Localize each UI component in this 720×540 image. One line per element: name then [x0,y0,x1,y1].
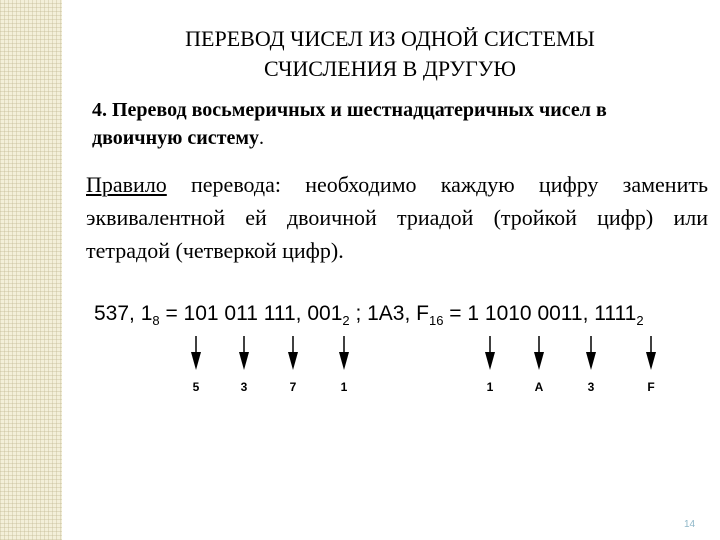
title-line-1: ПЕРЕВОД ЧИСЕЛ ИЗ ОДНОЙ СИСТЕМЫ [185,26,595,51]
subtitle-period: . [259,127,264,149]
digit-label: A [534,380,544,394]
arrow-down-icon [338,336,350,372]
rule-text: перевода: необходимо каждую цифру заменить эквивалентной ей двоичной триадой (тройкой цифр) или тетрадой (четверкой цифр). [86,172,708,263]
arrow-down-icon [287,336,299,372]
rule-paragraph [86,168,708,267]
arrow-down-icon [238,336,250,372]
formula-part-4: = 1 1010 0011, 1111 [443,302,637,325]
decorative-side-strip [0,0,62,540]
arrow-down-icon [484,336,496,372]
digit-label: 3 [240,380,248,394]
formula-base-2b: 2 [636,313,644,328]
digit-label: 1 [486,380,494,394]
formula-part-2: = 101 011 111, 001 [159,302,343,325]
formula-base-8: 8 [152,313,160,328]
formula-base-16: 16 [428,313,444,328]
arrow-down-icon [533,336,545,372]
arrow-down-icon [190,336,202,372]
formula-part-1: 537, 1 [94,302,153,325]
rule-keyword: Правило [86,172,167,197]
formula-base-2a: 2 [342,313,350,328]
arrow-down-icon [645,336,657,372]
digit-label: 5 [192,380,200,394]
page-number: 14 [684,519,696,530]
section-subtitle [92,96,702,152]
digit-label: 7 [289,380,297,394]
digit-label: 3 [587,380,595,394]
formula-part-3: ; 1A3, F [349,302,429,325]
subtitle-bold-text: 4. Перевод восьмеричных и шестнадцатеричных чисел в двоичную систему [92,99,607,149]
arrow-down-icon [585,336,597,372]
title-line-2: СЧИСЛЕНИЯ В ДРУГУЮ [263,56,517,81]
digit-label: F [647,380,655,394]
digit-label: 1 [340,380,348,394]
slide-title [120,24,660,84]
conversion-formula [94,302,714,336]
